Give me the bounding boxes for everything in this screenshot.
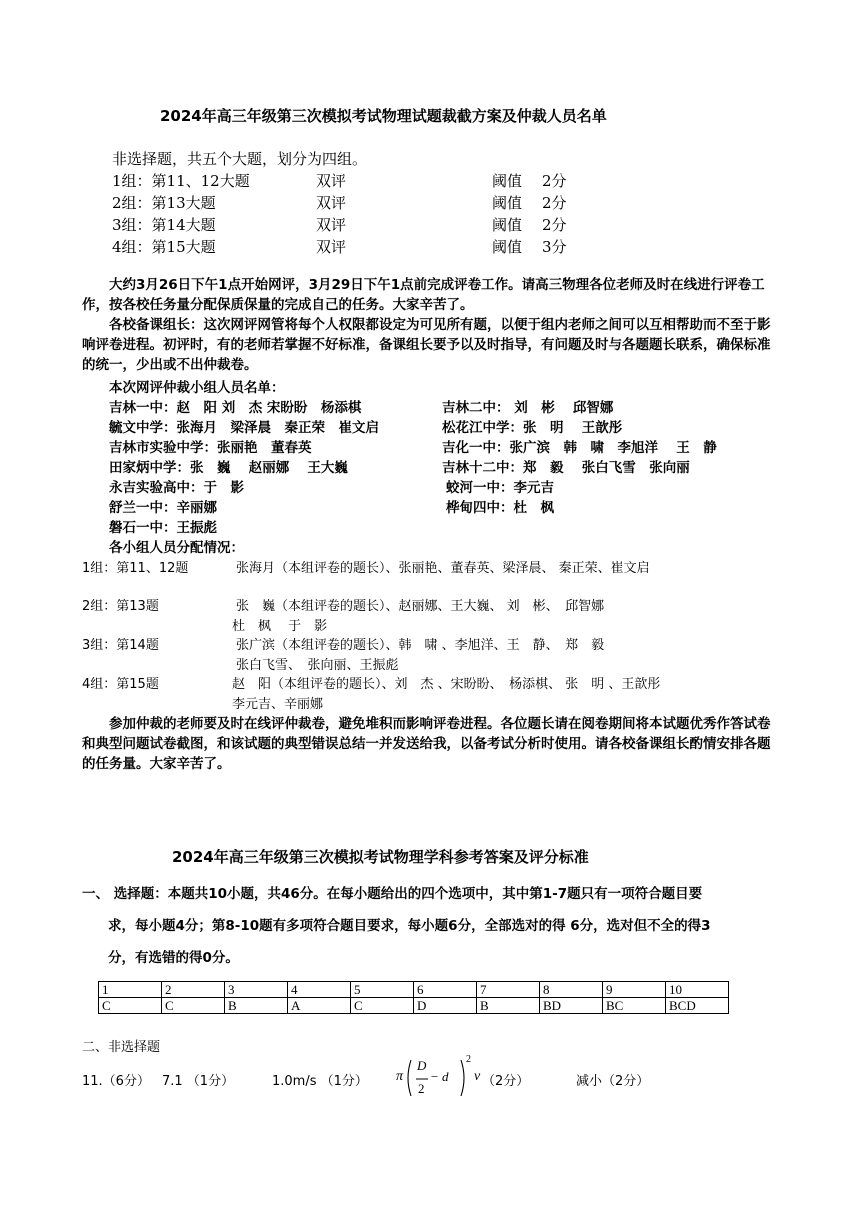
table-cell: BCD xyxy=(666,998,729,1014)
table-cell: 3 xyxy=(225,982,288,998)
table-cell: B xyxy=(225,998,288,1014)
table-cell: B xyxy=(477,998,540,1014)
table-cell: 7 xyxy=(477,982,540,998)
q11-answer-1: 7.1 （1分） xyxy=(162,1074,235,1089)
roster-left: 毓文中学：张海月 梁泽晨 秦正荣 崔文启 xyxy=(109,420,379,436)
roster-right: 桦甸四中：杜 枫 xyxy=(446,500,554,516)
roster-left: 田家炳中学：张 巍 赵丽娜 王大巍 xyxy=(109,460,348,476)
q11-answer-4: 减小（2分） xyxy=(576,1074,650,1089)
minus-d: − d xyxy=(430,1069,449,1084)
q11-answer-2: 1.0m/s （1分） xyxy=(272,1074,368,1089)
group-threshold-label: 阈值 xyxy=(492,194,523,212)
assign-members: 张 巍（本组评卷的题长）、赵丽娜、王大巍、 刘 彬、 邱智娜 xyxy=(236,599,605,614)
table-cell: C xyxy=(99,998,162,1014)
assign-members-cont: 杜 枫 于 影 xyxy=(232,619,328,634)
group-name: 1组：第11、12大题 xyxy=(112,172,250,190)
group-mode: 双评 xyxy=(316,194,347,212)
table-row xyxy=(99,982,729,998)
answer-table xyxy=(98,981,729,1014)
section1-heading: 一、 选择题：本题共10小题，共46分。在每小题给出的四个选项中，其中第1-7题只有一项符合题目要 xyxy=(82,886,703,902)
table-cell: 6 xyxy=(414,982,477,998)
roster-title: 本次网评仲裁小组人员名单： xyxy=(109,380,285,396)
group-threshold-value: 2分 xyxy=(542,216,567,234)
section2-heading: 二、非选择题 xyxy=(82,1040,161,1055)
roster-left: 舒兰一中：辛丽娜 xyxy=(109,500,217,516)
velocity-symbol: v xyxy=(474,1069,481,1084)
roster-left: 吉林市实验中学：张丽艳 董春英 xyxy=(109,440,312,456)
fraction-numerator: D xyxy=(417,1058,427,1073)
table-cell: 9 xyxy=(603,982,666,998)
assign-label: 3组：第14题 xyxy=(82,638,159,653)
pi-symbol: π xyxy=(396,1069,404,1084)
instruction-paragraph: 各校备课组长：这次网评网管将每个人权限都设定为可见所有题，以便于组内老师之间可以互相帮助而不至于影响评卷进程。初评时，有的老师若掌握不好标准，备课组长要予以及时指导，有问题及时与各题题长联系，确保标准的统一，少出或不出仲裁卷。 xyxy=(82,317,771,373)
group-threshold-value: 2分 xyxy=(542,194,567,212)
section1-line2: 求，每小题4分；第8-10题有多项符合题目要求，每小题6分，全部选对的得 6分，选对但不全的得3 xyxy=(108,918,711,934)
table-cell: 1 xyxy=(99,982,162,998)
q11-answer-3-score: （2分） xyxy=(482,1074,530,1089)
schedule-paragraph: 大约3月26日下午1点开始网评，3月29日下午1点前完成评卷工作。请高三物理各位老师及时在线进行评卷工作，按各校任务量分配保质保量的完成自己的任务。大家辛苦了。 xyxy=(82,277,765,313)
table-cell: 2 xyxy=(162,982,225,998)
roster-right: 吉林十二中：郑 毅 张白飞雪 张向丽 xyxy=(442,460,690,476)
assign-label: 4组：第15题 xyxy=(82,677,159,692)
table-cell: 4 xyxy=(288,982,351,998)
group-mode: 双评 xyxy=(316,172,347,190)
intro-text: 非选择题，共五个大题，划分为四组。 xyxy=(112,150,368,168)
table-row xyxy=(99,998,729,1014)
roster-right: 吉林二中： 刘 彬 邱智娜 xyxy=(442,400,614,416)
group-name: 4组：第15大题 xyxy=(112,238,216,256)
group-name: 3组：第14大题 xyxy=(112,216,216,234)
table-cell: A xyxy=(288,998,351,1014)
closing-paragraph: 参加仲裁的老师要及时在线评仲裁卷，避免堆积而影响评卷进程。各位题长请在阅卷期间将本试题优秀作答试卷和典型问题试卷截图，和该试题的典型错误总结一并发送给我，以备考试分析时使用。请各校备课组长酌情安排各题的任务量。大家辛苦了。 xyxy=(82,716,771,772)
table-cell: BD xyxy=(540,998,603,1014)
exponent: 2 xyxy=(466,1054,471,1065)
group-threshold-label: 阈值 xyxy=(492,216,523,234)
table-cell: C xyxy=(162,998,225,1014)
assign-label: 1组：第11、12题 xyxy=(82,561,189,576)
q11-label: 11.（6分） xyxy=(82,1074,150,1089)
answer-title: 2024年高三年级第三次模拟考试物理学科参考答案及评分标准 xyxy=(172,848,589,866)
group-threshold-value: 2分 xyxy=(542,172,567,190)
assign-members: 赵 阳（本组评卷的题长）、刘 杰 、宋盼盼、 杨添棋、 张 明 、王歆彤 xyxy=(232,677,661,692)
section1-line3: 分，有选错的得0分。 xyxy=(108,950,239,966)
group-name: 2组：第13大题 xyxy=(112,194,216,212)
assign-members: 张广滨（本组评卷的题长）、韩 啸 、李旭洋、王 静、 郑 毅 xyxy=(236,638,605,653)
assign-title: 各小组人员分配情况： xyxy=(109,540,244,556)
page-title: 2024年高三年级第三次模拟考试物理试题裁截方案及仲裁人员名单 xyxy=(160,107,607,125)
roster-right: 松花江中学：张 明 王歆彤 xyxy=(442,420,623,436)
roster-right: 吉化一中：张广滨 韩 啸 李旭洋 王 静 xyxy=(442,440,717,456)
table-cell: 5 xyxy=(351,982,414,998)
table-cell: C xyxy=(351,998,414,1014)
roster-right: 蛟河一中：李元吉 xyxy=(446,480,554,496)
table-cell: 10 xyxy=(666,982,729,998)
group-threshold-value: 3分 xyxy=(542,238,567,256)
assign-members: 张海月（本组评卷的题长）、张丽艳、董春英、梁泽晨、 秦正荣、崔文启 xyxy=(236,561,650,576)
assign-members-cont: 李元吉、辛丽娜 xyxy=(232,697,324,712)
roster-left: 吉林一中：赵 阳 刘 杰 宋盼盼 杨添棋 xyxy=(109,400,362,416)
roster-left: 磐石一中：王振彪 xyxy=(109,520,217,536)
roster-left: 永吉实验高中：于 影 xyxy=(109,480,244,496)
assign-label: 2组：第13题 xyxy=(82,599,159,614)
group-mode: 双评 xyxy=(316,238,347,256)
table-cell: 8 xyxy=(540,982,603,998)
group-threshold-label: 阈值 xyxy=(492,238,523,256)
group-threshold-label: 阈值 xyxy=(492,172,523,190)
assign-members-cont: 张白飞雪、 张向丽、王振彪 xyxy=(236,658,399,673)
fraction-denominator: 2 xyxy=(418,1081,425,1096)
table-cell: BC xyxy=(603,998,666,1014)
group-mode: 双评 xyxy=(316,216,347,234)
table-cell: D xyxy=(414,998,477,1014)
